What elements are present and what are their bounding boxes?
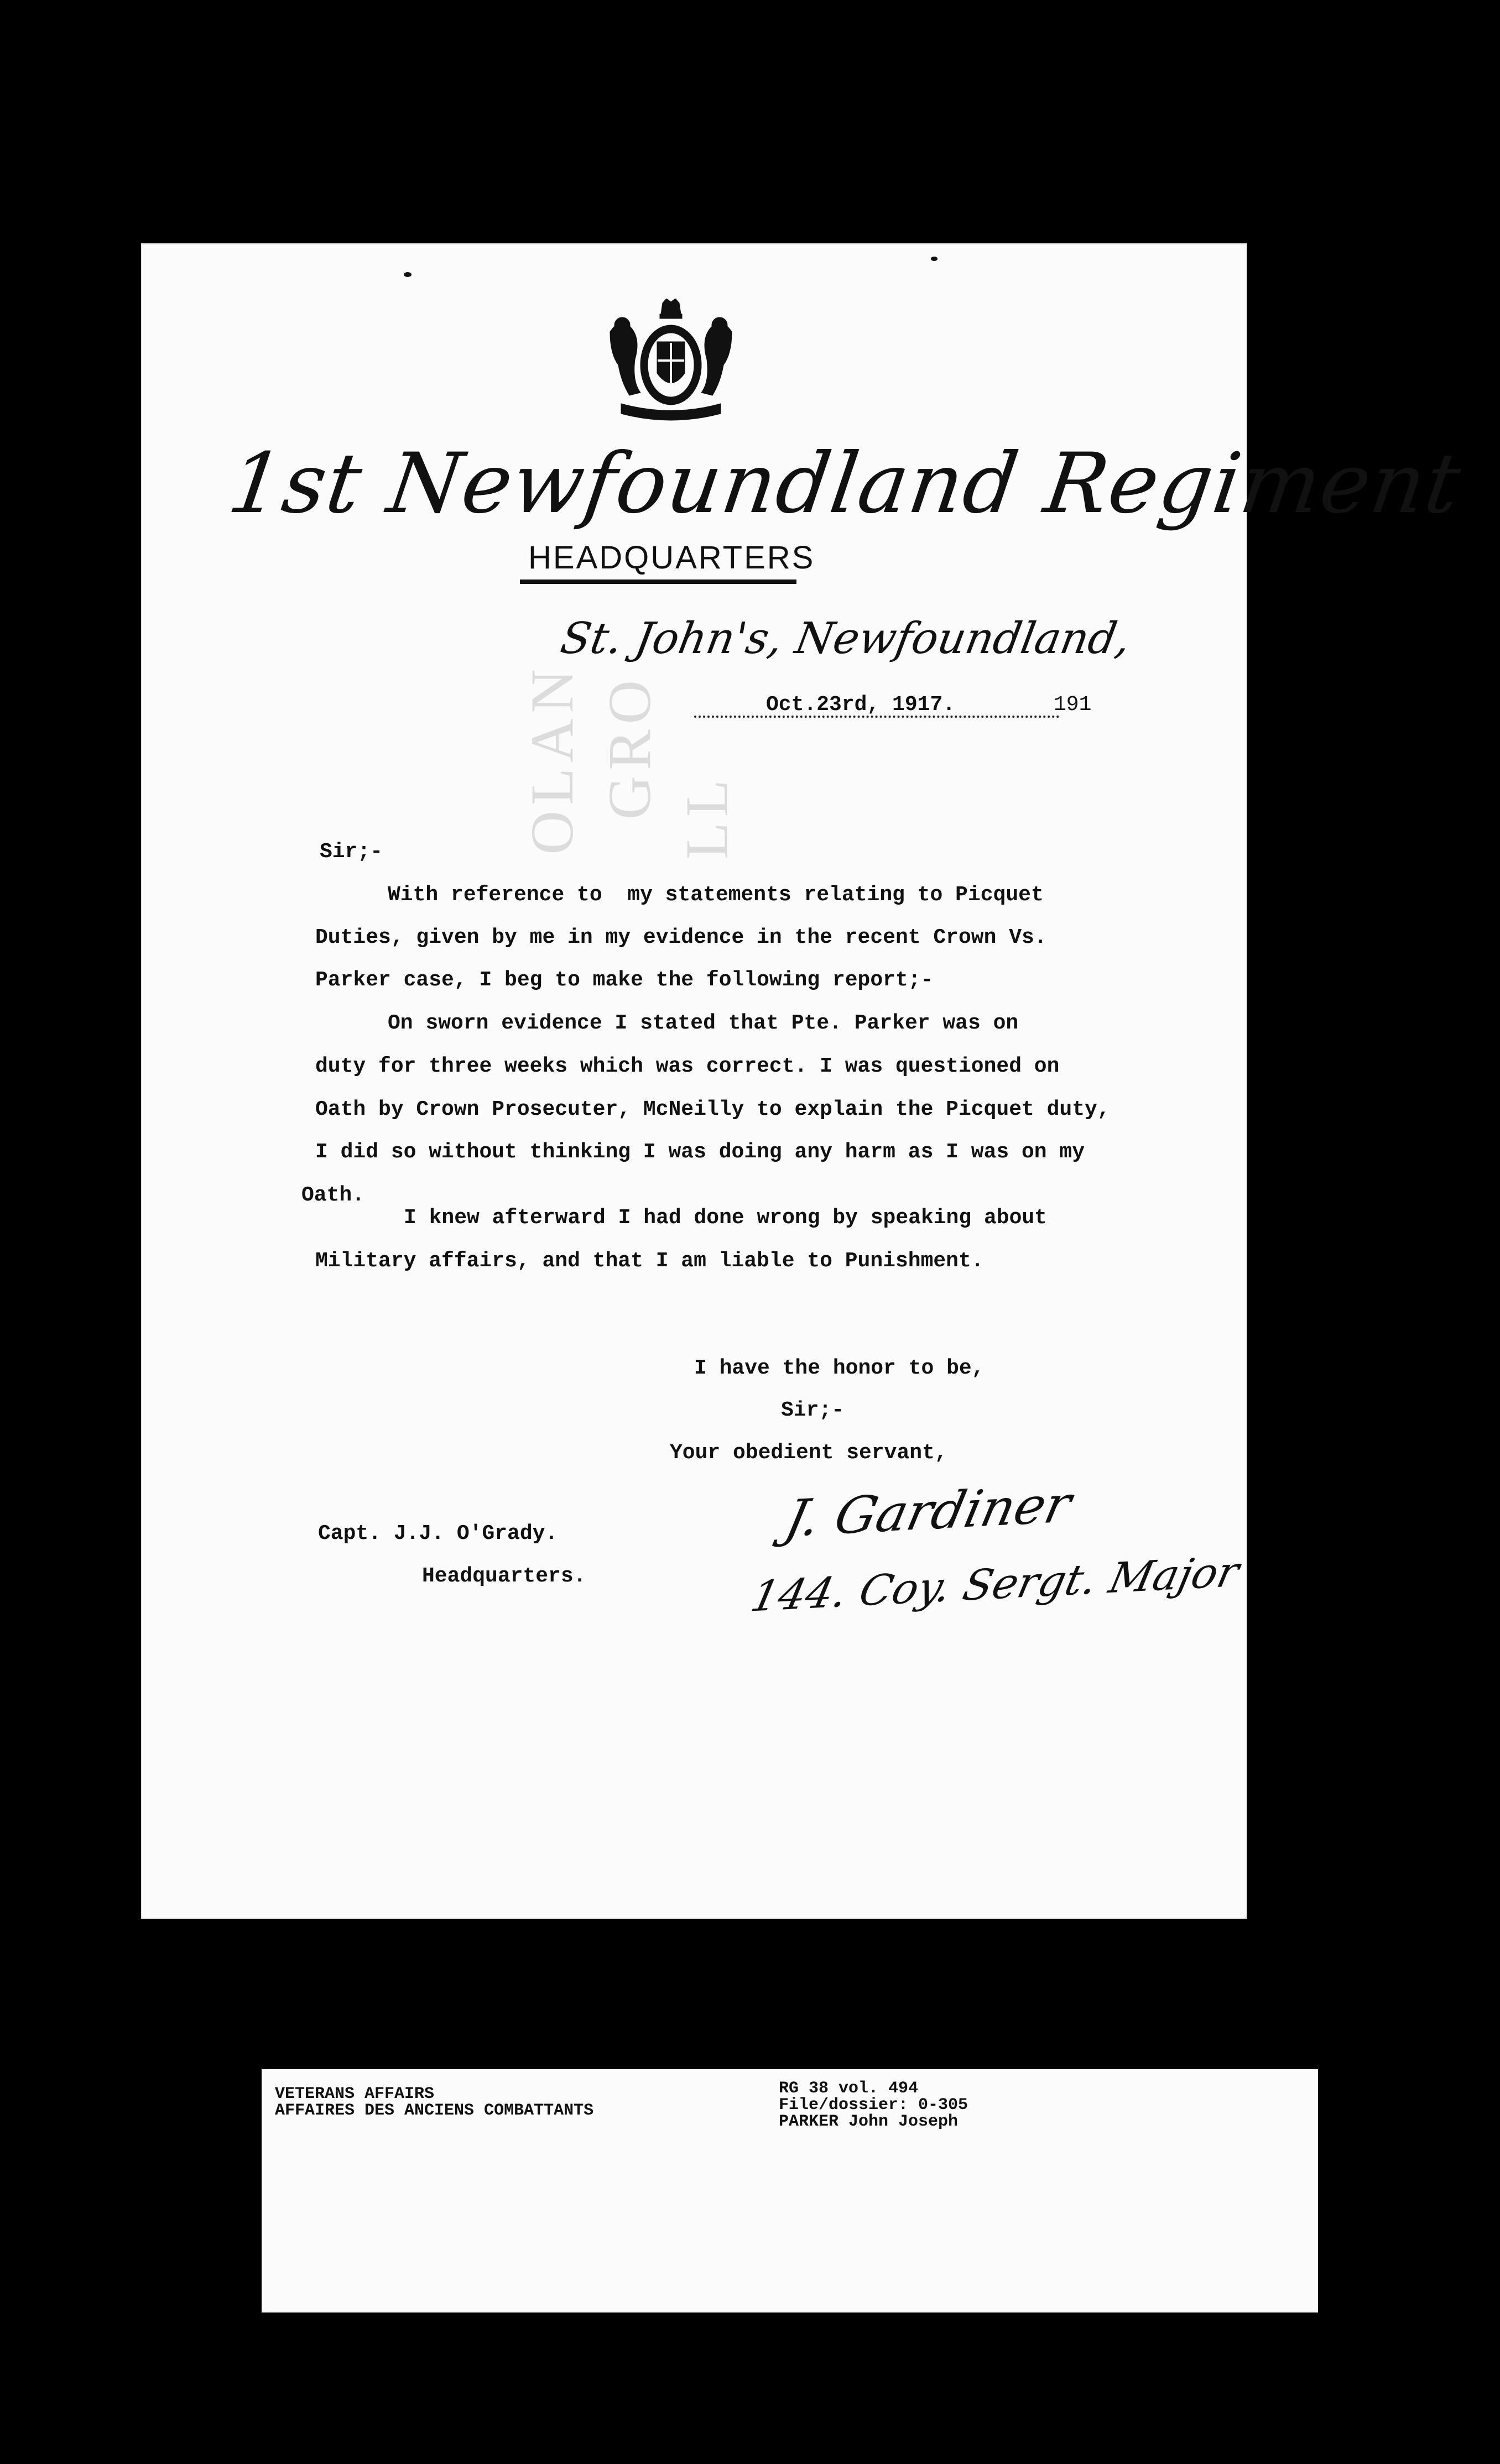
- archive-label-right-line: RG 38 vol. 494: [779, 2079, 919, 2098]
- archive-label-left-line: AFFAIRES DES ANCIENS COMBATTANTS: [275, 2101, 594, 2120]
- body-line: I knew afterward I had done wrong by speaking about: [404, 1206, 1047, 1230]
- archive-label-right-line: File/dossier: 0-305: [779, 2096, 968, 2115]
- archive-label-right-line: PARKER John Joseph: [779, 2112, 959, 2131]
- archive-label-card: [262, 2069, 1318, 2312]
- paper-speck: [404, 272, 412, 277]
- watermark-stamp: GRO: [596, 675, 663, 820]
- closing-line: Sir;-: [781, 1398, 845, 1422]
- signature-name: J. Gardiner: [780, 1474, 1077, 1549]
- headquarters-heading: HEADQUARTERS: [528, 540, 815, 576]
- heading-underline: [520, 580, 796, 584]
- body-line: I did so without thinking I was doing any harm as I was on my: [315, 1140, 1085, 1164]
- archive-label-left-line: VETERANS AFFAIRS: [275, 2085, 435, 2103]
- body-line: With reference to my statements relating to Picquet: [388, 883, 1044, 907]
- body-line: Parker case, I beg to make the following report;-: [315, 968, 934, 992]
- date-year-prefix: 191: [1054, 693, 1092, 717]
- watermark-stamp: OLAN: [518, 664, 586, 855]
- body-line: duty for three weeks which was correct. I was questioned on: [315, 1054, 1060, 1078]
- body-line: Oath.: [301, 1183, 365, 1207]
- paper-speck: [931, 257, 938, 261]
- body-line: Duties, given by me in my evidence in the recent Crown Vs.: [315, 926, 1047, 949]
- body-line: Military affairs, and that I am liable to Punishment.: [315, 1249, 984, 1273]
- recipient-unit: Headquarters.: [422, 1564, 586, 1588]
- body-line: Oath by Crown Prosecuter, McNeilly to explain the Picquet duty,: [315, 1098, 1110, 1121]
- signature-rank: 144. Coy. Sergt. Major: [746, 1547, 1244, 1621]
- closing-line: I have the honor to be,: [694, 1356, 985, 1380]
- letter-page: [141, 243, 1467, 1919]
- closing-line: Your obedient servant,: [670, 1441, 947, 1465]
- letter-date: Oct.23rd, 1917.: [766, 693, 956, 717]
- salutation: Sir;-: [320, 840, 383, 864]
- regiment-title: 1st Newfoundland Regiment: [222, 436, 1467, 532]
- recipient-name: Capt. J.J. O'Grady.: [318, 1522, 558, 1546]
- watermark-stamp: LL: [673, 774, 741, 860]
- body-line: On sworn evidence I stated that Pte. Parker was on: [388, 1011, 1019, 1035]
- letterhead-place: St. John's, Newfoundland,: [557, 614, 1134, 664]
- royal-coat-of-arms-icon: [588, 299, 754, 426]
